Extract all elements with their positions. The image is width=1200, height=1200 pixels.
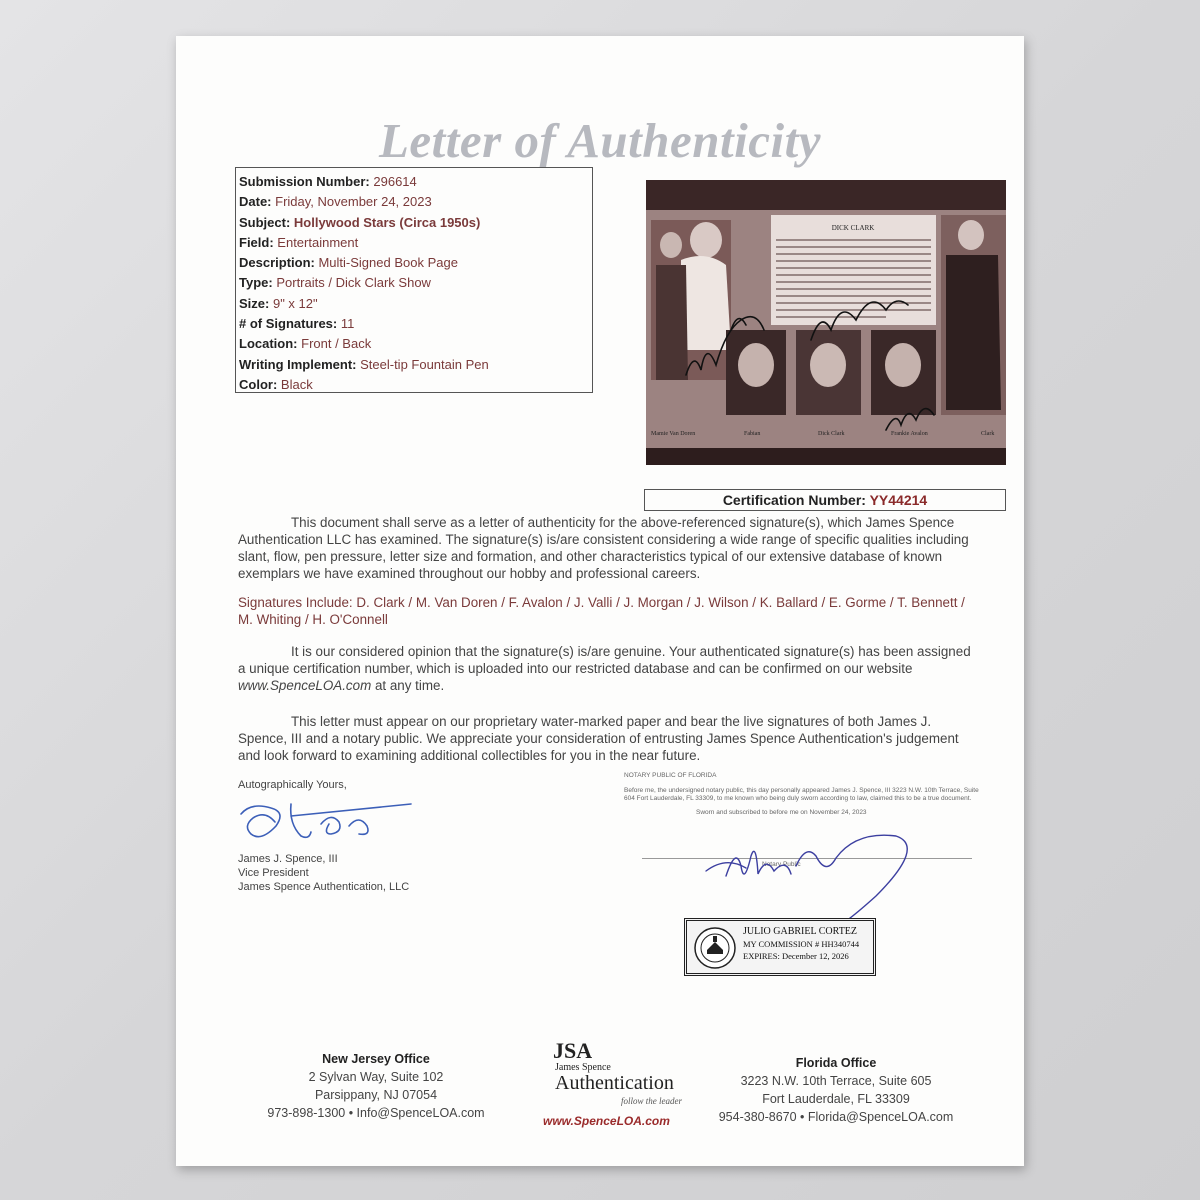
photo-caption-fabian: Fabian	[744, 431, 761, 437]
info-row-subject	[239, 213, 592, 233]
jsa-logo	[531, 1038, 701, 1138]
info-label: Submission Number:	[239, 174, 370, 189]
photo-caption-avalon: Frankie Avalon	[891, 431, 928, 437]
info-value: 9" x 12"	[272, 295, 318, 311]
footer-nj-office	[256, 1050, 496, 1122]
photo-caption-mamie: Mamie Van Doren	[651, 431, 696, 437]
photo-caption-right: Clark	[981, 431, 995, 437]
fl-office-line3: 954-380-8670 • Florida@SpenceLOA.com	[718, 1110, 954, 1124]
item-photo	[646, 180, 1006, 465]
jsa-logo-james: James Spence	[555, 1062, 611, 1073]
certification-label: Certification Number:	[722, 492, 866, 508]
closing-text: Autographically Yours,	[238, 779, 347, 791]
paragraph-watermark: This letter must appear on our proprietary water-marked paper and bear the live signatures of both James J. Spence, III and a notary public. We appreciate your consideration of entrusting James Spence Authentication's judgement and look forward to examining additional collectibles for you in the near future.	[238, 714, 959, 763]
info-label: # of Signatures:	[239, 316, 338, 332]
info-label: Description:	[239, 255, 315, 271]
document-title: Letter of Authenticity	[379, 113, 821, 168]
nj-office-line3: 973-898-1300 • Info@SpenceLOA.com	[267, 1106, 485, 1120]
jsa-logo-tagline: follow the leader	[621, 1096, 682, 1106]
info-value: Multi-Signed Book Page	[318, 255, 458, 271]
info-row-submission	[239, 172, 592, 192]
nj-office-line1: 2 Sylvan Way, Suite 102	[308, 1070, 444, 1084]
certification-number-box	[644, 489, 1006, 511]
info-label: Type:	[239, 275, 273, 291]
watermark-paragraph	[238, 713, 980, 764]
info-label: Size:	[239, 295, 270, 311]
info-value: Steel-tip Fountain Pen	[360, 356, 489, 372]
jsa-logo-letters: JSA	[553, 1038, 593, 1063]
signer-name: James J. Spence, III	[238, 853, 338, 865]
notary-sworn: Sworn and subscribed to before me on November 24, 2023	[696, 809, 867, 816]
opinion-text-end: at any time.	[371, 678, 445, 693]
item-photo-illustration	[646, 180, 1006, 465]
jsa-logo-authentication: Authentication	[555, 1072, 674, 1094]
stamp-commission: MY COMMISSION # HH340744	[743, 939, 860, 949]
fl-office-line1: 3223 N.W. 10th Terrace, Suite 605	[740, 1074, 932, 1088]
signer-title: Vice President	[238, 867, 309, 879]
notary-heading: NOTARY PUBLIC OF FLORIDA	[624, 772, 717, 779]
spence-signature	[231, 794, 421, 846]
stamp-expires: EXPIRES: December 12, 2026	[743, 951, 849, 961]
paragraph-authenticity: This document shall serve as a letter of authenticity for the above-referenced signature(s), which James Spence Authentication LLC has examined. The signature(s) is/are consistent considering a wide range of specific qualities including slant, flow, pen pressure, letter size and formation, and other characteristics typical of our extensive database of known exemplars we have examined throughout our hobby and professional careers.	[238, 515, 969, 581]
info-value: Entertainment	[277, 234, 359, 250]
website-link: www.SpenceLOA.com	[238, 678, 372, 693]
notary-label: Notary Public	[762, 861, 801, 868]
info-row-location	[239, 334, 592, 354]
info-label: Writing Implement:	[239, 356, 357, 372]
info-row-type	[239, 273, 592, 293]
certification-number: YY44214	[869, 492, 928, 508]
info-row-color	[239, 375, 592, 395]
photo-heading: DICK CLARK	[831, 224, 875, 232]
info-value: Portraits / Dick Clark Show	[276, 275, 431, 291]
info-label: Color:	[239, 376, 278, 392]
paragraph-opinion	[238, 643, 980, 694]
nj-office-heading: New Jersey Office	[322, 1052, 430, 1066]
signatures-include-text: Signatures Include: D. Clark / M. Van Doren / F. Avalon / J. Valli / J. Morgan / J. Wilson / K. Ballard / E. Gorme / T. Bennett / M. Whiting / H. O'Connell	[238, 595, 965, 627]
info-label: Location:	[239, 336, 298, 352]
info-label: Date:	[239, 194, 272, 210]
opinion-paragraph	[238, 643, 980, 694]
notary-signature	[696, 796, 926, 926]
info-row-writing-implement	[239, 355, 592, 375]
info-value: Friday, November 24, 2023	[275, 194, 432, 210]
letter-sheet	[176, 36, 1024, 1166]
info-label: Subject:	[239, 214, 291, 230]
fl-office-line2: Fort Lauderdale, FL 33309	[762, 1092, 910, 1106]
info-value: Black	[280, 376, 313, 392]
photo-caption-clark: Dick Clark	[818, 431, 845, 437]
signer-company: James Spence Authentication, LLC	[238, 881, 410, 893]
stamp-name: JULIO GABRIEL CORTEZ	[743, 926, 858, 937]
info-value: 11	[340, 316, 355, 332]
nj-office-line2: Parsippany, NJ 07054	[314, 1088, 438, 1102]
signatures-include	[238, 594, 980, 628]
info-value: 296614	[373, 174, 417, 189]
info-value: Hollywood Stars (Circa 1950s)	[293, 214, 481, 230]
jsa-logo-site: www.SpenceLOA.com	[543, 1114, 670, 1128]
info-row-description	[239, 253, 592, 273]
notary-text: Before me, the undersigned notary public, this day personally appeared James J. Spence, III 3223 N.W. 10th Terrace, Suite 604 Fort Lauderdale, FL 33309, to me known who being duly sworn according to law, claimed this to be a true document.	[624, 787, 979, 802]
florida-seal-icon	[693, 926, 737, 970]
fl-office-heading: Florida Office	[795, 1056, 877, 1070]
info-label: Field:	[239, 234, 274, 250]
info-row-date	[239, 192, 592, 212]
info-row-signature-count	[239, 314, 592, 334]
notary-stamp	[684, 918, 876, 976]
info-value: Front / Back	[301, 336, 372, 352]
info-row-size	[239, 294, 592, 314]
submission-info-box	[235, 167, 593, 393]
opinion-text: It is our considered opinion that the signature(s) is/are genuine. Your authenticated signature(s) has been assigned a unique certification number, which is uploaded into our restricted database and can be confirmed on our website	[238, 644, 971, 676]
authenticity-paragraph	[238, 514, 980, 582]
info-row-field	[239, 233, 592, 253]
footer-fl-office	[706, 1054, 966, 1126]
